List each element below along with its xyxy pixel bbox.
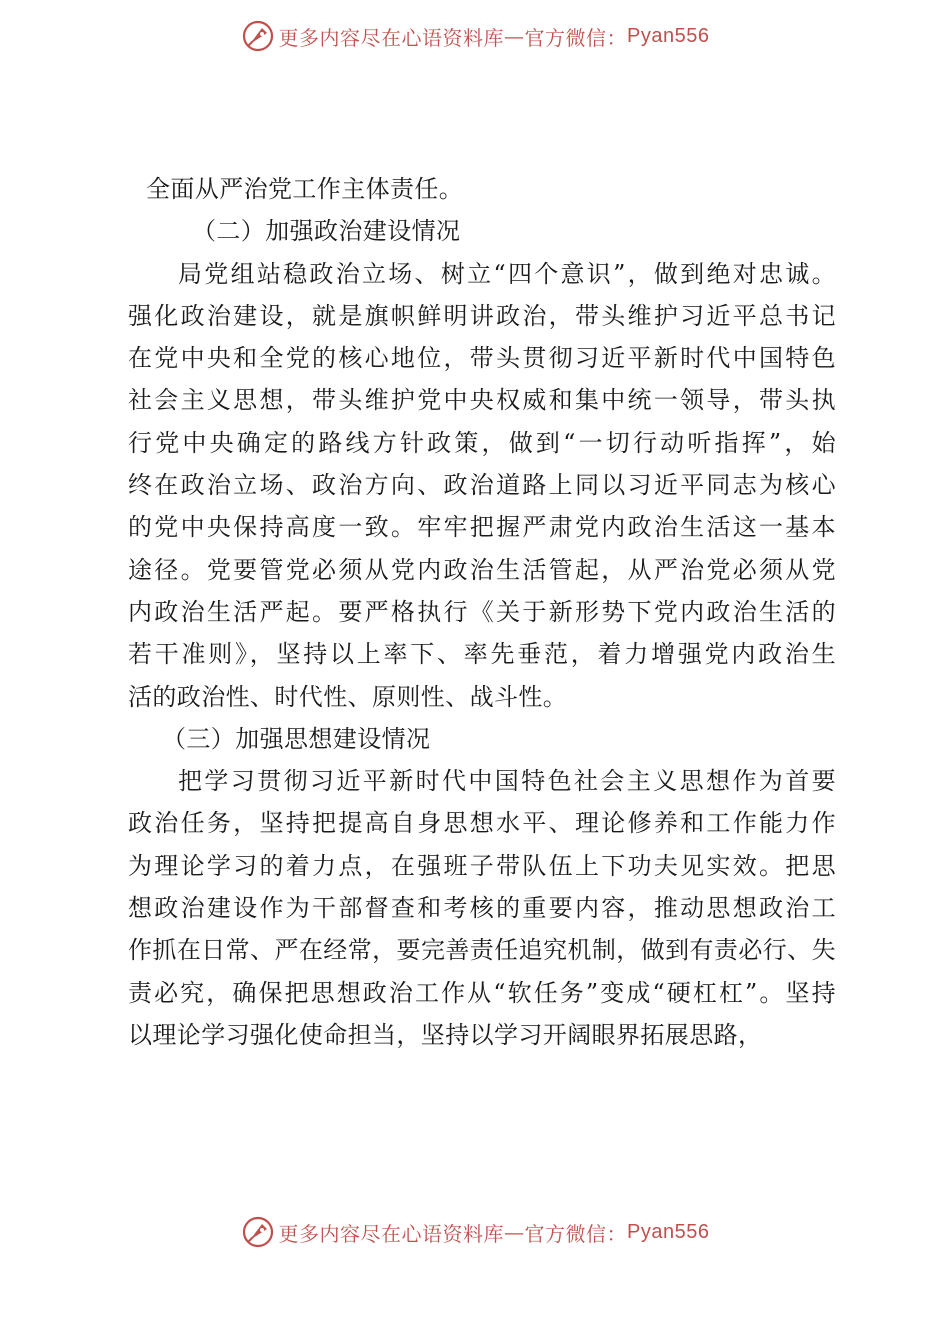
section-heading: （二）加强政治建设情况 <box>192 217 461 246</box>
paragraph-line: 全面从严治党工作主体责任。 <box>146 175 464 203</box>
pen-nib-logo-icon <box>241 1215 275 1249</box>
paragraph-line: 内政治生活严起。要严格执行《关于新形势下党内政治生活的 <box>128 597 836 626</box>
header-brand-text: 更多内容尽在心语资料库 <box>278 25 505 50</box>
paragraph-line: 行党中央确定的路线方针政策，做到“一切行动听指挥”，始 <box>128 428 836 457</box>
paragraph-line: 终在政治立场、政治方向、政治道路上同以习近平同志为核心 <box>128 471 836 500</box>
footer-separator: — <box>504 1220 525 1244</box>
section-heading: （三）加强思想建设情况 <box>162 724 431 753</box>
footer-brand-text: 更多内容尽在心语资料库 <box>278 1221 505 1246</box>
footer-contact-label: 官方微信： <box>524 1221 628 1246</box>
paragraph-line: 途径。党要管党必须从党内政治生活管起，从严治党必须从党 <box>128 555 836 584</box>
paragraph-line: 作抓在日常、严在经常，要完善责任追究机制，做到有责必行、失 <box>128 936 836 965</box>
paragraph-line: 为理论学习的着力点，在强班子带队伍上下功夫见实效。把思 <box>128 851 836 880</box>
pen-nib-logo-icon <box>241 19 275 53</box>
paragraph-line: 强化政治建设，就是旗帜鲜明讲政治，带头维护习近平总书记 <box>128 301 836 330</box>
paragraph-line: 活的政治性、时代性、原则性、战斗性。 <box>128 682 568 711</box>
footer-contact-id: Pyan556 <box>627 1220 710 1243</box>
document-body <box>128 168 836 1056</box>
paragraph-line: 想政治建设作为干部督查和考核的重要内容，推动思想政治工 <box>128 894 836 923</box>
paragraph-line: 社会主义思想，带头维护党中央权威和集中统一领导，带头执 <box>128 386 836 415</box>
paragraph-line: 把学习贯彻习近平新时代中国特色社会主义思想作为首要 <box>178 767 836 796</box>
header-contact-label: 官方微信： <box>524 25 628 50</box>
header-contact-id: Pyan556 <box>627 24 710 47</box>
header-separator: — <box>504 24 525 48</box>
paragraph-line: 政治任务，坚持把提高自身思想水平、理论修养和工作能力作 <box>128 809 836 838</box>
paragraph-line: 责必究，确保把思想政治工作从“软任务”变成“硬杠杠”。坚持 <box>128 978 836 1007</box>
footer-banner <box>0 1212 950 1252</box>
paragraph-line: 若干准则》，坚持以上率下、率先垂范，着力增强党内政治生 <box>128 640 836 669</box>
header-banner <box>0 16 950 56</box>
paragraph-line: 以理论学习强化使命担当，坚持以学习开阔眼界拓展思路， <box>128 1020 763 1049</box>
paragraph-line: 局党组站稳政治立场、树立“四个意识”，做到绝对忠诚。 <box>178 259 836 288</box>
paragraph-line: 的党中央保持高度一致。牢牢把握严肃党内政治生活这一基本 <box>128 513 836 542</box>
paragraph-line: 在党中央和全党的核心地位，带头贯彻习近平新时代中国特色 <box>128 344 836 373</box>
